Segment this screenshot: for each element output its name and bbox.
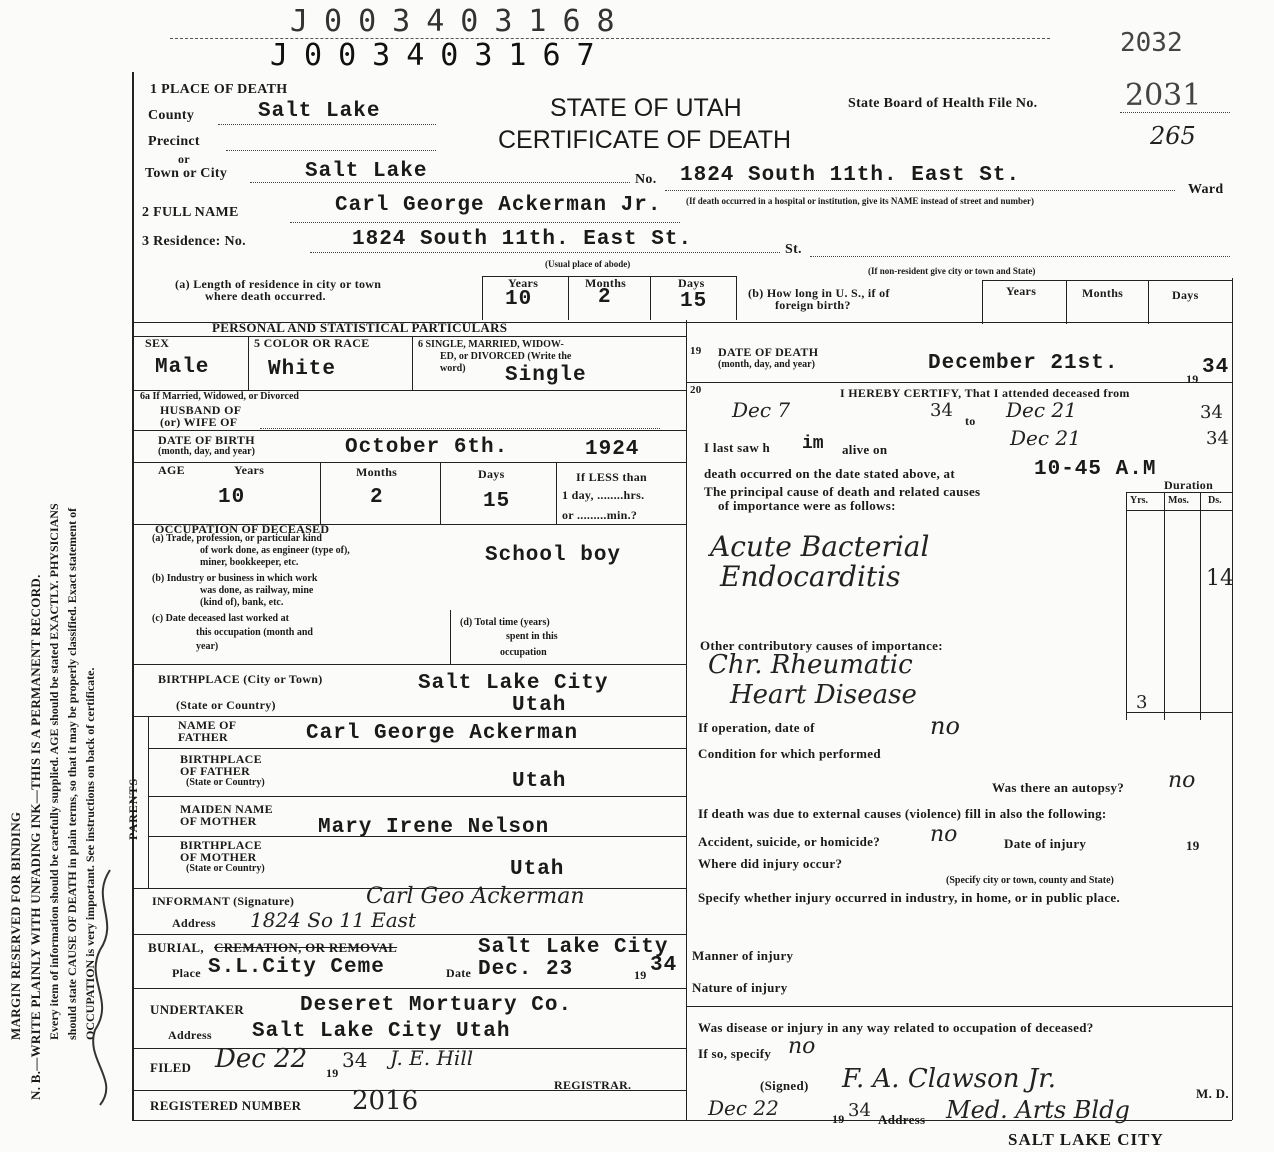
marital-label-2: ED, or DIVORCED (Write the [440, 351, 572, 362]
ward-label: Ward [1188, 182, 1224, 197]
attended-to-label: to [965, 414, 976, 428]
occupation-value: School boy [485, 544, 622, 567]
stamp-divider [170, 38, 1050, 39]
file-number-label: State Board of Health File No. [848, 96, 1038, 111]
non-resident-note: (If non-resident give city or town and State) [868, 266, 1036, 276]
undertaker-address-label: Address [168, 1028, 212, 1042]
filed-year-prefix: 19 [326, 1066, 339, 1080]
accident-label: Accident, suicide, or homicide? [698, 834, 881, 849]
burial-cremation-label: CREMATION, OR REMOVAL [214, 940, 398, 955]
county-value: Salt Lake [258, 100, 381, 123]
operation-label: If operation, date of [698, 720, 815, 735]
spouse-husband-label: HUSBAND OF [160, 403, 242, 417]
principal-cause-label: The principal cause of death and related causes [704, 484, 981, 499]
spouse-label: 6a If Married, Widowed, or Divorced [140, 391, 299, 402]
burial-year-prefix: 19 [634, 968, 647, 982]
mother-name-label: MAIDEN NAME [180, 802, 273, 816]
mother-name-value: Mary Irene Nelson [318, 816, 550, 839]
spouse-wife-label: (or) WIFE OF [160, 415, 238, 429]
date-of-death-year: 34 [1202, 356, 1230, 379]
less-than-label: If LESS than [576, 470, 647, 484]
signed-year-prefix: 19 [832, 1112, 845, 1126]
burial-place-label: Place [172, 966, 201, 980]
dob-year: 1924 [585, 438, 640, 461]
signed-year: 34 [848, 1100, 871, 1121]
occupation-d-label-3: occupation [500, 647, 547, 658]
residence-days-label: Days [678, 276, 705, 290]
color-value: White [268, 358, 337, 381]
contributory-duration-years: 3 [1136, 692, 1148, 713]
registrar-signature: J. E. Hill [390, 1046, 474, 1070]
undertaker-name: Deseret Mortuary Co. [300, 994, 573, 1017]
condition-label: Condition for which performed [698, 746, 881, 761]
length-residence-label-2: where death occurred. [205, 289, 326, 303]
last-saw-date: Dec 21 [1010, 426, 1081, 450]
registered-number-label: REGISTERED NUMBER [150, 1098, 302, 1113]
foreign-birth-label: (b) How long in U. S., if of [748, 286, 890, 300]
duration-days-label: Ds. [1208, 495, 1222, 506]
last-saw-alive-label: alive on [842, 442, 888, 457]
age-months-value: 2 [370, 486, 384, 509]
attended-from-year: 34 [930, 400, 953, 421]
file-number-value: 2031 [1125, 78, 1202, 113]
age-years-value: 10 [218, 486, 246, 509]
injury-where-label: Where did injury occur? [698, 856, 843, 871]
date-of-death-label: DATE OF DEATH [718, 345, 819, 359]
margin-instruction-2: should state CAUSE OF DEATH in plain terms, so that it may be properly classified. Exact statement of [65, 507, 79, 1040]
injury-where-note: (Specify city or town, county and State) [946, 875, 1114, 886]
city-stamp: SALT LAKE CITY [1008, 1130, 1164, 1149]
contributory-label: Other contributory causes of importance: [700, 638, 943, 653]
residence-months-label: Months [585, 276, 627, 290]
burial-year: 34 [650, 954, 678, 977]
stamp-certificate-number: J003403167 [270, 38, 611, 73]
town-label: Town or City [145, 166, 228, 181]
burial-place-value: S.L.City Ceme [208, 956, 385, 979]
informant-address: 1824 So 11 East [250, 908, 416, 932]
occupation-c-label-3: year) [196, 641, 219, 652]
last-saw-label: I last saw h [704, 440, 771, 455]
if-so-specify-value: no [788, 1034, 816, 1059]
undertaker-address: Salt Lake City Utah [252, 1020, 511, 1043]
place-of-death-heading: 1 PLACE OF DEATH [150, 82, 288, 97]
duration-label: Duration [1164, 478, 1214, 492]
contributory-line-1: Chr. Rheumatic [708, 650, 913, 680]
death-occurred-label: death occurred on the date stated above, at [704, 466, 955, 481]
accident-value: no [930, 822, 958, 847]
date-of-death-year-prefix: 19 [1186, 372, 1199, 386]
cause-line-2: Endocarditis [720, 560, 901, 593]
father-name-label: NAME OF [178, 718, 237, 732]
age-days-label: Days [478, 467, 505, 481]
principal-cause-label-2: of importance were as follows: [718, 498, 896, 513]
death-time: 10-45 A.M [1034, 458, 1157, 481]
undertaker-label: UNDERTAKER [150, 1002, 245, 1017]
burial-label: BURIAL, [148, 940, 204, 955]
mother-name-label-2: OF MOTHER [180, 814, 257, 828]
age-label: AGE [158, 463, 185, 477]
occupation-b-label: (b) Industry or business in which work [152, 573, 318, 584]
full-name-value: Carl George Ackerman Jr. [335, 194, 662, 217]
residence-years-value: 10 [505, 288, 533, 311]
state-title: STATE OF UTAH [550, 94, 742, 122]
form-right-border [1232, 278, 1233, 1120]
md-label: M. D. [1196, 1086, 1229, 1101]
less-hours-label: 1 day, ........hrs. [562, 488, 645, 502]
age-days-value: 15 [483, 490, 511, 513]
mother-birthplace-label-3: (State or Country) [186, 863, 265, 874]
injury-date-label: Date of injury [1004, 836, 1087, 851]
full-name-label: 2 FULL NAME [142, 205, 239, 220]
foreign-birth-label-2: foreign birth? [775, 298, 851, 312]
usual-abode-note: (Usual place of abode) [545, 259, 631, 269]
foreign-years-label: Years [1006, 284, 1037, 298]
age-months-label: Months [356, 465, 398, 479]
margin-binding-note: MARGIN RESERVED FOR BINDING [8, 811, 23, 1040]
marital-value: Single [505, 364, 587, 387]
residence-label: 3 Residence: No. [142, 234, 246, 249]
burial-date-label: Date [446, 966, 472, 980]
duration-years-label: Yrs. [1130, 495, 1149, 506]
street-number-label: No. [635, 172, 657, 187]
birthplace-city: Salt Lake City [418, 672, 609, 695]
if-so-specify-label: If so, specify [698, 1046, 772, 1061]
nature-of-injury-label: Nature of injury [692, 980, 788, 995]
registered-number-value: 2016 [352, 1086, 419, 1116]
residence-months-value: 2 [598, 286, 612, 309]
attended-to-year: 34 [1200, 402, 1223, 423]
occupation-c-label-2: this occupation (month and [196, 627, 313, 638]
dob-label: DATE OF BIRTH [158, 433, 255, 447]
form-center-divider [686, 320, 687, 1120]
informant-address-label: Address [172, 916, 216, 930]
occupation-a-label-3: miner, bookkeeper, etc. [200, 557, 299, 568]
birthplace-state-label: (State or Country) [176, 698, 276, 712]
mother-birthplace-label: BIRTHPLACE [180, 838, 262, 852]
physician-address-label: Address [878, 1112, 926, 1127]
physician-signature: F. A. Clawson Jr. [842, 1064, 1057, 1094]
margin-permanent-record-note: N. B.—WRITE PLAINLY WITH UNFADING INK—THIS IS A PERMANENT RECORD. [28, 574, 43, 1100]
color-label: 5 COLOR OR RACE [254, 336, 370, 350]
burial-city: Salt Lake City [478, 936, 669, 959]
manner-of-injury-label: Manner of injury [692, 948, 794, 963]
injury-specify-label: Specify whether injury occurred in industry, in home, or in public place. [698, 890, 1121, 905]
length-residence-label: (a) Length of residence in city or town [175, 277, 382, 291]
occupation-a-label: (a) Trade, profession, or particular kind [152, 533, 322, 544]
father-birthplace-value: Utah [512, 770, 567, 793]
stamp-top-number: J003403168 [290, 4, 631, 39]
occupation-a-label-2: of work done, as engineer (type of), [200, 545, 350, 556]
mother-birthplace-value: Utah [510, 858, 565, 881]
father-name-label-2: FATHER [178, 730, 229, 744]
informant-label: INFORMANT (Signature) [152, 894, 295, 908]
father-birthplace-label-3: (State or Country) [186, 777, 265, 788]
filed-year: 34 [342, 1048, 368, 1072]
file-number-sub: 265 [1150, 122, 1196, 150]
burial-date-value: Dec. 23 [478, 958, 574, 981]
external-causes-label: If death was due to external causes (violence) fill in also the following: [698, 806, 1107, 821]
town-value: Salt Lake [305, 160, 428, 183]
dob-value: October 6th. [345, 436, 509, 459]
sex-value: Male [155, 356, 210, 379]
duration-months-label: Mos. [1168, 495, 1189, 506]
occupation-d-label: (d) Total time (years) [460, 617, 550, 628]
birthplace-state: Utah [512, 694, 567, 717]
residence-years-label: Years [508, 276, 539, 290]
foreign-months-label: Months [1082, 286, 1124, 300]
occupation-c-label: (c) Date deceased last worked at [152, 613, 289, 624]
contributory-line-2: Heart Disease [730, 680, 917, 710]
informant-signature: Carl Geo Ackerman [366, 884, 585, 909]
filed-date: Dec 22 [215, 1044, 308, 1074]
mother-birthplace-label-2: OF MOTHER [180, 850, 257, 864]
residence-st-label: St. [785, 242, 802, 257]
occupation-b-label-3: (kind of), bank, etc. [200, 597, 284, 608]
certificate-title: CERTIFICATE OF DEATH [498, 126, 792, 154]
birthplace-label: BIRTHPLACE (City or Town) [158, 672, 323, 686]
residence-value: 1824 South 11th. East St. [352, 228, 693, 251]
autopsy-value: no [1168, 768, 1196, 793]
or-label: or [178, 152, 190, 166]
sex-label: SEX [145, 336, 170, 350]
occupation-b-label-2: was done, as railway, mine [200, 585, 314, 596]
dob-sublabel: (month, day, and year) [158, 446, 255, 457]
foreign-days-label: Days [1172, 288, 1199, 302]
hospital-note: (If death occurred in a hospital or institution, give its NAME instead of street and number) [686, 196, 1035, 206]
cause-duration-days: 14 [1206, 566, 1234, 591]
attended-to-date: Dec 21 [1006, 398, 1077, 422]
father-name-value: Carl George Ackerman [306, 722, 579, 745]
certify-statement: I HEREBY CERTIFY, That I attended deceased from [840, 386, 1130, 400]
signed-label: (Signed) [760, 1078, 809, 1093]
margin-instruction-3: OCCUPATION is very important. See instructions on back of certificate. [83, 667, 97, 1040]
injury-year-prefix: 19 [1186, 838, 1200, 853]
margin-handwriting-scrawl [80, 860, 130, 1110]
date-of-death-sublabel: (month, day, and year) [718, 359, 815, 370]
form-left-border [132, 72, 134, 1120]
street-value: 1824 South 11th. East St. [680, 164, 1021, 187]
cause-line-1: Acute Bacterial [710, 530, 930, 563]
signed-date: Dec 22 [708, 1096, 779, 1120]
physician-address: Med. Arts Bldg [946, 1096, 1130, 1124]
filed-label: FILED [150, 1060, 192, 1075]
operation-value: no [930, 712, 960, 740]
personal-heading: PERSONAL AND STATISTICAL PARTICULARS [212, 320, 508, 335]
occupation-related-label: Was disease or injury in any way related to occupation of deceased? [698, 1020, 1094, 1035]
father-birthplace-label: BIRTHPLACE [180, 752, 262, 766]
stamp-corner-number: 2032 [1120, 28, 1183, 58]
last-saw-pronoun: im [802, 434, 824, 454]
father-birthplace-label-2: OF FATHER [180, 764, 251, 778]
autopsy-label: Was there an autopsy? [992, 780, 1125, 795]
registrar-label: REGISTRAR. [554, 1078, 632, 1092]
less-minutes-label: or .........min.? [562, 508, 638, 522]
occupation-label: OCCUPATION OF DECEASED [155, 522, 330, 536]
marital-label-3: word) [440, 363, 466, 374]
date-of-death-value: December 21st. [928, 352, 1119, 375]
precinct-label: Precinct [148, 134, 200, 149]
occupation-d-label-2: spent in this [506, 631, 558, 642]
attended-from-date: Dec 7 [732, 398, 791, 422]
residence-days-value: 15 [680, 290, 708, 313]
last-saw-year: 34 [1206, 428, 1229, 449]
age-years-label: Years [234, 463, 265, 477]
parents-side-label: PARENTS [126, 777, 140, 840]
marital-label: 6 SINGLE, MARRIED, WIDOW- [418, 339, 564, 350]
county-label: County [148, 108, 195, 123]
margin-instruction-1: Every item of information should be carefully supplied. AGE should be stated EXACTLY. PHYSICIANS [47, 503, 61, 1040]
